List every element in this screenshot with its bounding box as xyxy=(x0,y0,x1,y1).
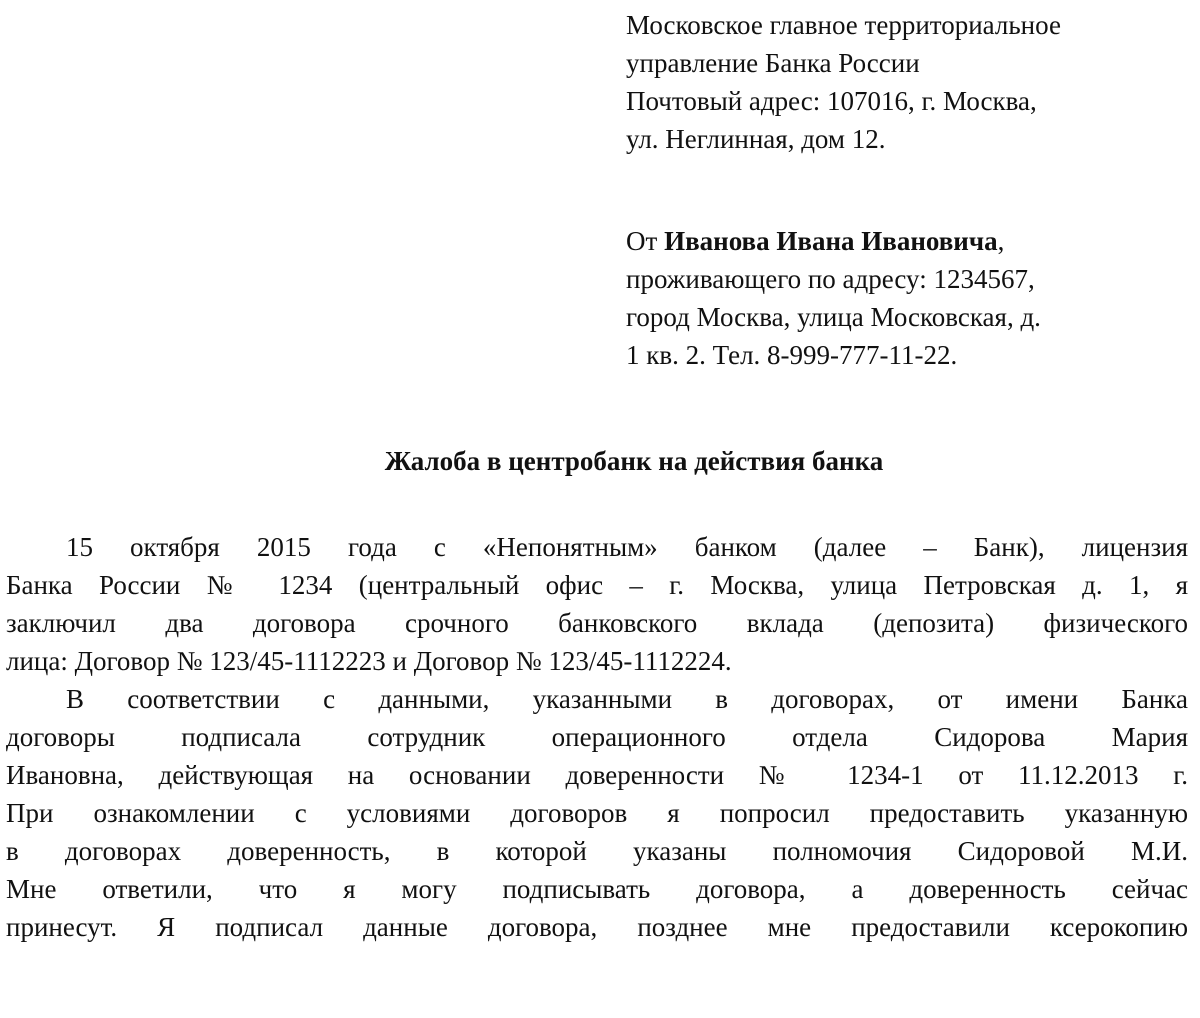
paragraph-line: заключил два договора срочного банковского вклада (депозита) физического xyxy=(6,608,1188,638)
paragraph-line: 15 октября 2015 года с «Непонятным» банком (далее – Банк), лицензия xyxy=(66,532,1188,562)
paragraph-line: Ивановна, действующая на основании доверенности № 1234-1 от 11.12.2013 г. xyxy=(6,760,1188,790)
addressee-line: ул. Неглинная, дом 12. xyxy=(626,124,886,154)
document-body xyxy=(6,528,1188,946)
paragraph-line: принесут. Я подписал данные договора, позднее мне предоставили ксерокопию xyxy=(6,912,1188,942)
addressee-line: Почтовый адрес: 107016, г. Москва, xyxy=(626,86,1037,116)
paragraph-2 xyxy=(6,680,1188,946)
paragraph-1 xyxy=(6,528,1188,680)
sender-address-line: 1 кв. 2. Тел. 8-999-777-11-22. xyxy=(626,340,958,370)
document-title: Жалоба в центробанк на действия банка xyxy=(384,446,884,476)
paragraph-line: в договорах доверенность, в которой указаны полномочия Сидоровой М.И. xyxy=(6,836,1188,866)
sender-name-line xyxy=(626,222,1196,260)
addressee-line: Московское главное территориальное xyxy=(626,10,1061,40)
paragraph-line: Банка России № 1234 (центральный офис – г. Москва, улица Петровская д. 1, я xyxy=(6,570,1188,600)
paragraph-line: договоры подписала сотрудник операционного отдела Сидорова Мария xyxy=(6,722,1188,752)
sender-name: Иванова Ивана Ивановича xyxy=(664,226,998,256)
sender-comma: , xyxy=(997,226,1005,256)
paragraph-line: лица: Договор № 123/45-1112223 и Договор № 123/45-1112224. xyxy=(6,646,732,676)
addressee-block xyxy=(626,6,1196,158)
sender-address-line: проживающего по адресу: 1234567, xyxy=(626,264,1035,294)
sender-address-line: город Москва, улица Московская, д. xyxy=(626,302,1041,332)
paragraph-line: Мне ответили, что я могу подписывать договора, а доверенность сейчас xyxy=(6,874,1188,904)
paragraph-line: При ознакомлении с условиями договоров я попросил предоставить указанную xyxy=(6,798,1188,828)
paragraph-line: В соответствии с данными, указанными в договорах, от имени Банка xyxy=(66,684,1188,714)
sender-block xyxy=(626,222,1196,374)
addressee-line: управление Банка России xyxy=(626,48,920,78)
sender-prefix: От xyxy=(626,226,665,256)
